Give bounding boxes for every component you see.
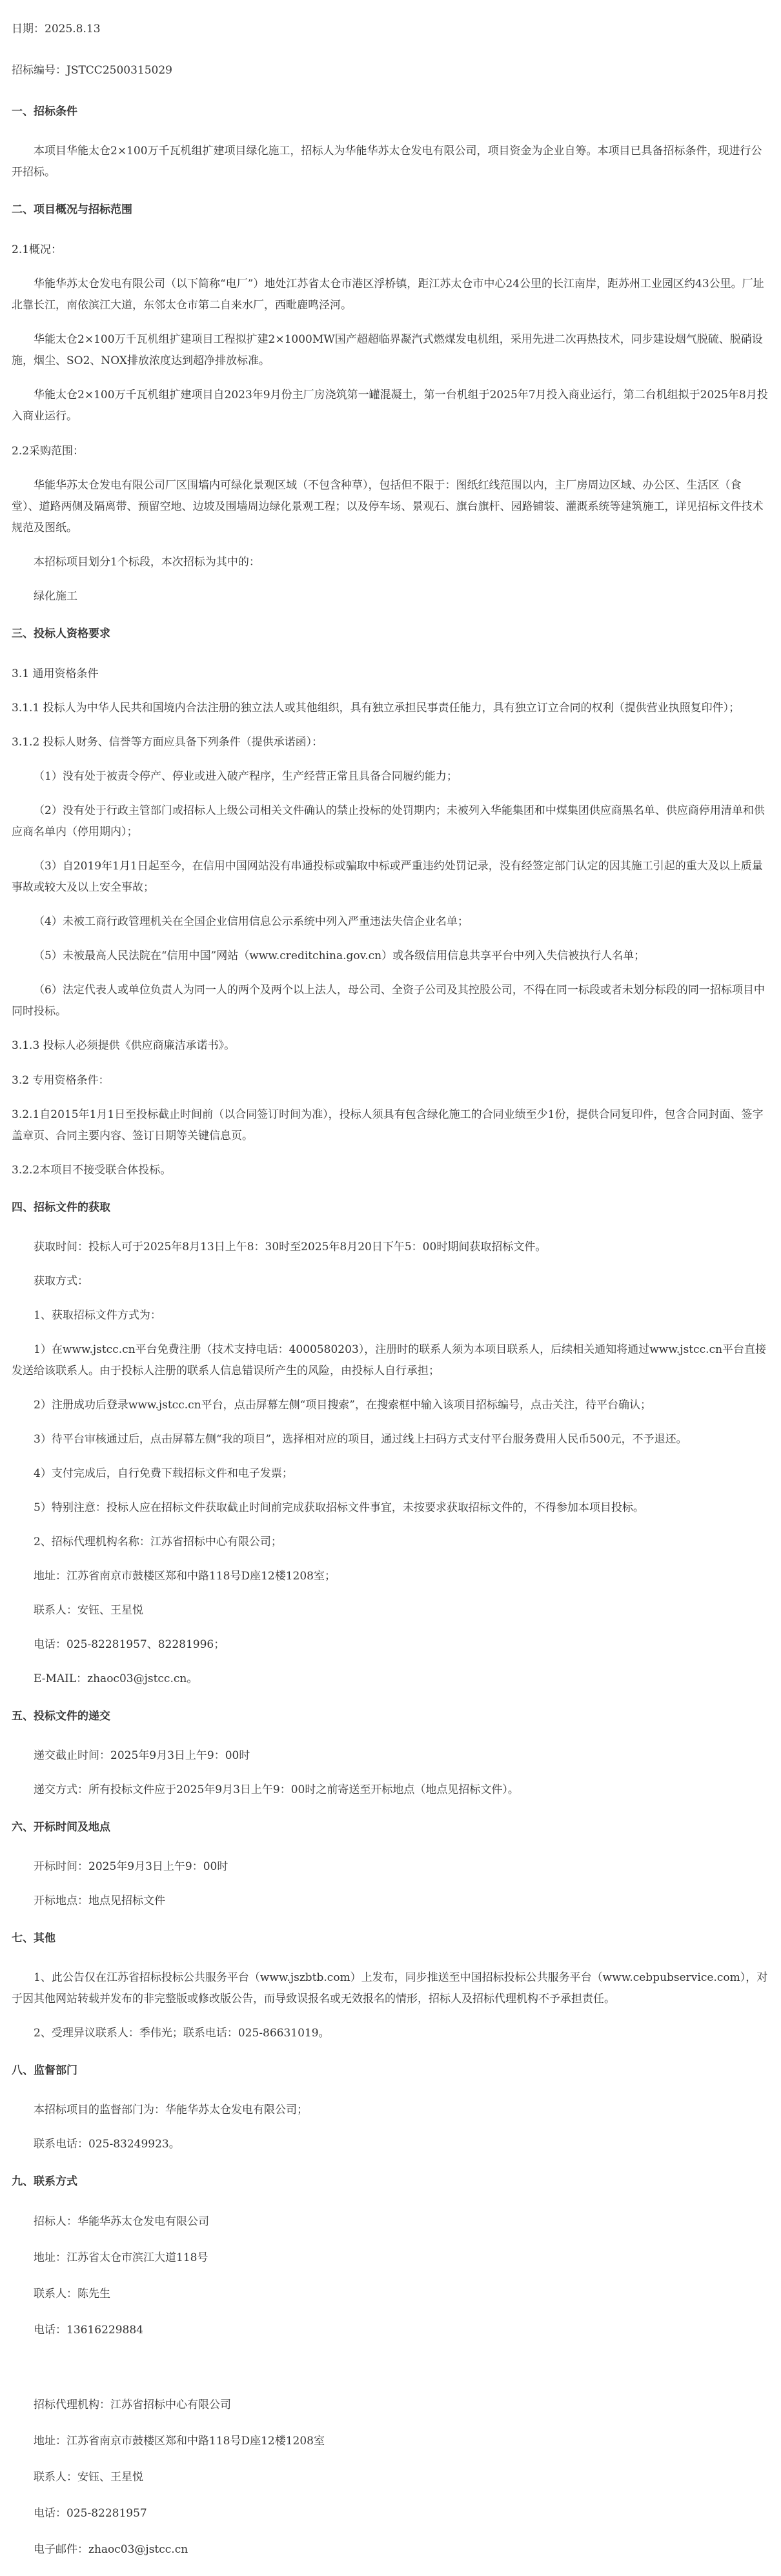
- agency-phone: 电话：025-82281957、82281996；: [34, 1638, 225, 1651]
- section-title-contact: 九、联系方式: [12, 2175, 77, 2188]
- condition-item: （5）未被最高人民法院在“信用中国”网站（www.creditchina.gov.cn）或各级信用信息共享平台中列入失信被执行人名单；: [34, 949, 645, 962]
- paragraph: 本招标项目划分1个标段，本次招标为其中的：: [34, 556, 260, 569]
- paragraph: 3.1.2 投标人财务、信誉等方面应具备下列条件（提供承诺函）：: [12, 736, 323, 749]
- paragraph: 华能华苏太仓发电有限公司厂区围墙内可绿化景观区域（不包含种草），包括但不限于：图纸红线范围以内，主厂房周边区域、办公区、生活区（食堂）、道路两侧及隔离带、预留空地、边坡及围墙周边绿化景观工程；以及停车场、景观石、旗台旗杆、园路铺装、灌溉系统等建筑施工，详见招标文件技术规范及图纸。: [12, 479, 764, 534]
- condition-item: （2）没有处于行政主管部门或招标人上级公司相关文件确认的禁止投标的处罚期内；未被列入华能集团和中煤集团供应商黑名单、供应商停用清单和供应商名单内（停用期内）；: [12, 804, 765, 838]
- agency-address: 地址：江苏省南京市鼓楼区郑和中路118号D座12楼1208室: [34, 2435, 325, 2448]
- paragraph: 5）特别注意：投标人应在招标文件获取截止时间前完成获取招标文件事宜，未按要求获取招标文件的，不得参加本项目投标。: [34, 1501, 644, 1514]
- announcement-date: 日期：2025.8.13: [12, 23, 101, 35]
- subsection-title: 3.2 专用资格条件：: [12, 1074, 110, 1087]
- agency-contact: 联系人：安钰、王星悦: [34, 2471, 143, 2484]
- paragraph: 华能太仓2×100万千瓦机组扩建项目自2023年9月份主厂房浇筑第一罐混凝土，第一台机组于2025年7月投入商业运行，第二台机组拟于2025年8月投入商业运行。: [12, 389, 768, 423]
- paragraph: 开标地点：地点见招标文件: [34, 1894, 165, 1907]
- paragraph: 绿化施工: [34, 590, 77, 603]
- paragraph: 3.2.1自2015年1月1日至投标截止时间前（以合同签订时间为准），投标人须具有包含绿化施工的合同业绩至少1份，提供合同复印件，包含合同封面、签字盖章页、合同主要内容、签订日期等关键信息页。: [12, 1108, 764, 1142]
- paragraph: 获取方式：: [34, 1275, 88, 1288]
- section-title-other: 七、其他: [12, 1932, 56, 1945]
- paragraph: 1）在www.jstcc.cn平台免费注册（技术支持电话：4000580203），注册时的联系人须为本项目联系人，后续相关通知将通过www.jstcc.cn平台直接发送给该联系人。由于投标人注册的联系人信息错误所产生的风险，由投标人自行承担；: [12, 1343, 767, 1377]
- tenderer-phone: 电话：13616229884: [34, 2324, 143, 2337]
- condition-item: （6）法定代表人或单位负责人为同一人的两个及两个以上法人，母公司、全资子公司及其控股公司，不得在同一标段或者未划分标段的同一招标项目中同时投标。: [12, 984, 765, 1018]
- agency-name: 招标代理机构：江苏省招标中心有限公司: [34, 2399, 231, 2411]
- agency-address: 地址：江苏省南京市鼓楼区郑和中路118号D座12楼1208室；: [34, 1570, 336, 1583]
- agency-contact: 联系人：安钰、王星悦: [34, 1604, 143, 1617]
- section-title-project-overview: 二、项目概况与招标范围: [12, 203, 132, 216]
- paragraph: 3.1.3 投标人必须提供《供应商廉洁承诺书》。: [12, 1039, 236, 1052]
- paragraph: 3）待平台审核通过后，点击屏幕左侧“我的项目”，选择相对应的项目，通过线上扫码方式支付平台服务费用人民币500元，不予退还。: [34, 1433, 687, 1446]
- paragraph: 本招标项目的监督部门为：华能华苏太仓发电有限公司；: [34, 2104, 308, 2116]
- tenderer-address: 地址：江苏省太仓市滨江大道118号: [34, 2251, 208, 2264]
- section-title-obtain-documents: 四、招标文件的获取: [12, 1201, 110, 1214]
- paragraph: 递交方式：所有投标文件应于2025年9月3日上午9：00时之前寄送至开标地点（地点见招标文件）。: [34, 1783, 519, 1796]
- paragraph: 4）支付完成后，自行免费下载招标文件和电子发票；: [34, 1467, 293, 1480]
- condition-item: （1）没有处于被责令停产、停业或进入破产程序，生产经营正常且具备合同履约能力；: [34, 770, 458, 783]
- paragraph: 3.2.2本项目不接受联合体投标。: [12, 1164, 172, 1177]
- paragraph: 2）注册成功后登录www.jstcc.cn平台，点击屏幕左侧“项目搜索”，在搜索框中输入该项目招标编号，点击关注，待平台确认；: [34, 1399, 651, 1412]
- section-title-bid-opening: 六、开标时间及地点: [12, 1821, 110, 1834]
- spacer: [12, 2355, 768, 2380]
- subsection-title: 2.2采购范围：: [12, 445, 85, 458]
- paragraph: 华能太仓2×100万千瓦机组扩建项目工程拟扩建2×1000MW国产超超临界凝汽式燃煤发电机组，采用先进二次再热技术，同步建设烟气脱硫、脱硝设施，烟尘、SO2、NOX排放浓度达到超净排放标准。: [12, 333, 763, 367]
- paragraph: 华能华苏太仓发电有限公司（以下简称“电厂”）地处江苏省太仓市港区浮桥镇，距江苏太仓市中心24公里的长江南岸，距苏州工业园区约43公里。厂址北靠长江，南依滨江大道，东邻太仓市第二自来水厂，西毗鹿鸣泾河。: [12, 278, 764, 312]
- agency-phone: 电话：025-82281957: [34, 2507, 147, 2520]
- section-title-submission: 五、投标文件的递交: [12, 1710, 110, 1723]
- paragraph: 联系电话：025-83249923。: [34, 2138, 180, 2151]
- condition-item: （4）未被工商行政管理机关在全国企业信用信息公示系统中列入严重违法失信企业名单；: [34, 915, 469, 928]
- tenderer-name: 招标人：华能华苏太仓发电有限公司: [34, 2215, 209, 2228]
- condition-item: （3）自2019年1月1日起至今，在信用中国网站没有串通投标或骗取中标或严重违约处罚记录，没有经签定部门认定的因其施工引起的重大及以上质量事故或较大及以上安全事故；: [12, 860, 763, 894]
- paragraph: 3.1.1 投标人为中华人民共和国境内合法注册的独立法人或其他组织，具有独立承担民事责任能力，具有独立订立合同的权利（提供营业执照复印件）；: [12, 702, 740, 715]
- section-title-qualifications: 三、投标人资格要求: [12, 627, 110, 640]
- paragraph: 1、获取招标文件方式为：: [34, 1309, 161, 1322]
- paragraph: 递交截止时间：2025年9月3日上午9：00时: [34, 1749, 250, 1762]
- paragraph: 本项目华能太仓2×100万千瓦机组扩建项目绿化施工，招标人为华能华苏太仓发电有限公司，项目资金为企业自筹。本项目已具备招标条件，现进行公开招标。: [12, 145, 762, 179]
- subsection-title: 3.1 通用资格条件: [12, 667, 99, 680]
- subsection-title: 2.1概况：: [12, 243, 63, 256]
- paragraph: 2、受理异议联系人：季伟光；联系电话：025-86631019。: [34, 2027, 330, 2040]
- paragraph: 获取时间：投标人可于2025年8月13日上午8：30时至2025年8月20日下午5：00时期间获取招标文件。: [34, 1241, 547, 1253]
- agency-email: 电子邮件：zhaoc03@jstcc.cn: [34, 2543, 188, 2556]
- agency-email: E-MAIL：zhaoc03@jstcc.cn。: [34, 1672, 198, 1685]
- section-title-supervision: 八、监督部门: [12, 2064, 77, 2077]
- paragraph: 2、招标代理机构名称：江苏省招标中心有限公司；: [34, 1536, 282, 1548]
- paragraph: 1、此公告仅在江苏省招标投标公共服务平台（www.jszbtb.com）上发布，同步推送至中国招标投标公共服务平台（www.cebpubservice.com），对于因其他网站转载并发布的非完整版或修改版公告，而导致误报名或无效报名的情形，招标人及招标代理机构不予承担责任。: [12, 1971, 768, 2005]
- tenderer-contact: 联系人：陈先生: [34, 2287, 110, 2300]
- tender-number: 招标编号：JSTCC2500315029: [12, 64, 172, 77]
- paragraph: 开标时间：2025年9月3日上午9：00时: [34, 1860, 228, 1873]
- section-title-tender-conditions: 一、招标条件: [12, 105, 77, 118]
